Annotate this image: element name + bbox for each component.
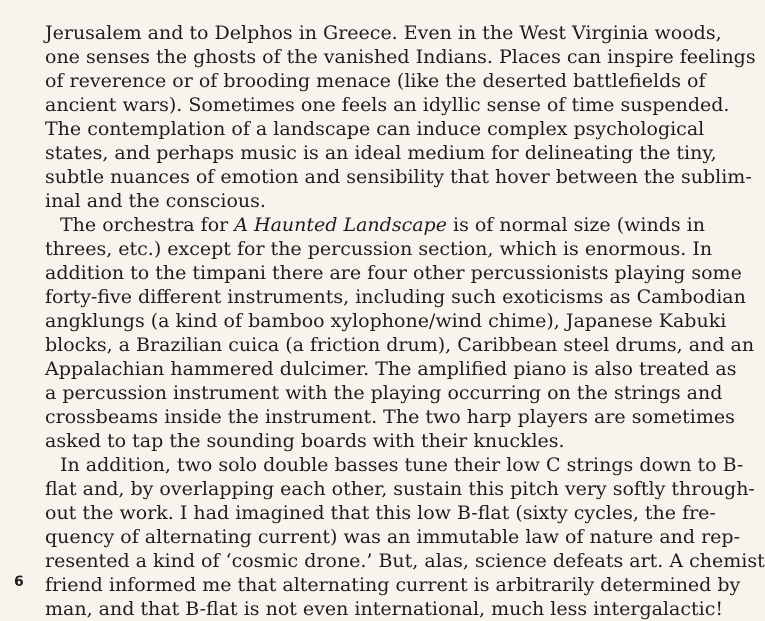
text-line: addition to the timpani there are four other percussionists playing some bbox=[45, 262, 742, 284]
text-line: ancient wars). Sometimes one feels an idyllic sense of time suspended. bbox=[45, 94, 730, 116]
text-line: resented a kind of ‘cosmic drone.’ But, alas, science defeats art. A chemist bbox=[45, 550, 765, 572]
text-line: asked to tap the sounding boards with their knuckles. bbox=[45, 430, 565, 452]
text-line: quency of alternating current) was an immutable law of nature and rep- bbox=[45, 526, 741, 548]
text-line: subtle nuances of emotion and sensibility that hover between the sublim- bbox=[45, 166, 752, 188]
text-line: crossbeams inside the instrument. The two harp players are sometimes bbox=[45, 406, 735, 428]
text-run: is of normal size (winds in bbox=[446, 214, 705, 236]
paragraph-start-line: In addition, two solo double basses tune their low C strings down to B- bbox=[60, 454, 744, 476]
text-line: Appalachian hammered dulcimer. The amplified piano is also treated as bbox=[45, 358, 737, 380]
work-title: A Haunted Landscape bbox=[234, 214, 447, 236]
text-line: states, and perhaps music is an ideal medium for delineating the tiny, bbox=[45, 142, 717, 164]
text-line: flat and, by overlapping each other, sustain this pitch very softly through- bbox=[45, 478, 755, 500]
page-number: 6 bbox=[14, 574, 24, 590]
text-line: inal and the conscious. bbox=[45, 190, 266, 212]
text-run: The orchestra for bbox=[60, 214, 235, 236]
text-line: angklungs (a kind of bamboo xylophone/wind chime), Japanese Kabuki bbox=[45, 310, 727, 332]
paragraph-start-line bbox=[60, 213, 705, 237]
text-line: friend informed me that alternating current is arbitrarily determined by bbox=[45, 574, 741, 596]
text-line: one senses the ghosts of the vanished Indians. Places can inspire feelings bbox=[45, 46, 756, 68]
text-line: forty-five different instruments, including such exoticisms as Cambodian bbox=[45, 286, 746, 308]
text-line: a percussion instrument with the playing occurring on the strings and bbox=[45, 382, 723, 404]
text-line: of reverence or of brooding menace (like the deserted battlefields of bbox=[45, 70, 706, 92]
text-line: blocks, a Brazilian cuica (a friction drum), Caribbean steel drums, and an bbox=[45, 334, 755, 356]
text-line: out the work. I had imagined that this low B-flat (sixty cycles, the fre- bbox=[45, 502, 716, 524]
text-line: threes, etc.) except for the percussion section, which is enormous. In bbox=[45, 238, 713, 260]
text-line: The contemplation of a landscape can induce complex psychological bbox=[45, 118, 705, 140]
text-line: man, and that B-flat is not even international, much less intergalactic! bbox=[45, 598, 723, 620]
text-line: Jerusalem and to Delphos in Greece. Even in the West Virginia woods, bbox=[45, 22, 722, 44]
